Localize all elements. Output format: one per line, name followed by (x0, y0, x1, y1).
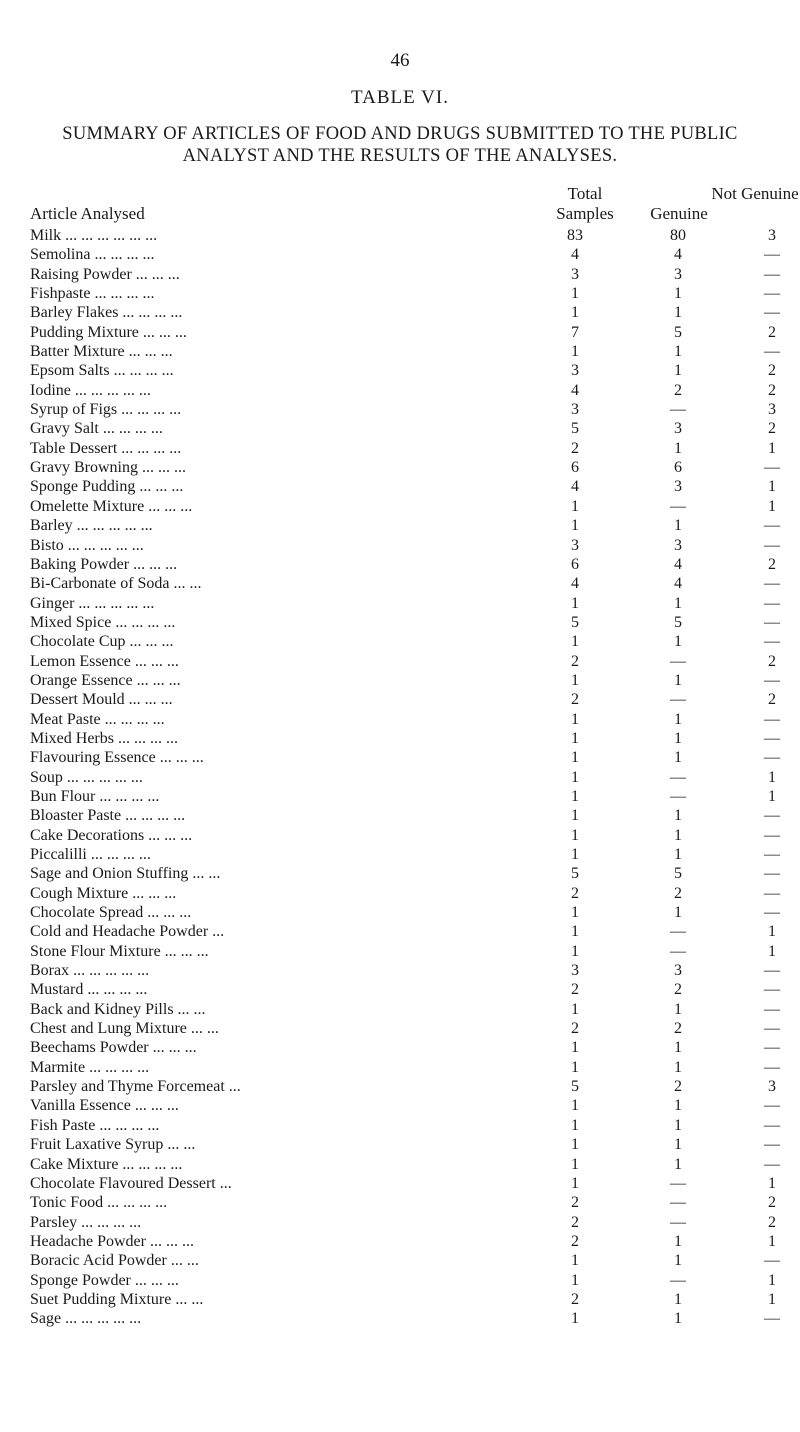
article-name-cell: Stone Flour Mixture ... ... ... (30, 942, 209, 960)
genuine-cell: 1 (674, 633, 682, 651)
table-row (0, 1174, 800, 1193)
not-genuine-cell: — (764, 729, 780, 747)
article-name-cell: Chocolate Spread ... ... ... (30, 904, 192, 922)
genuine-cell: — (670, 768, 686, 786)
article-name-cell: Headache Powder ... ... ... (30, 1232, 194, 1250)
article-name-cell: Cake Decorations ... ... ... (30, 826, 193, 844)
not-genuine-cell: — (764, 1020, 780, 1038)
total-samples-cell: 1 (571, 710, 579, 728)
table-row (0, 1251, 800, 1270)
table-row (0, 748, 800, 767)
article-name-cell: Baking Powder ... ... ... (30, 555, 178, 573)
table-row (0, 1135, 800, 1154)
genuine-cell: 1 (674, 729, 682, 747)
total-samples-cell: 7 (571, 323, 579, 341)
article-name-cell: Fish Paste ... ... ... ... (30, 1116, 160, 1134)
article-name-cell: Sage and Onion Stuffing ... ... (30, 865, 221, 883)
article-name-cell: Soup ... ... ... ... ... (30, 768, 143, 786)
table-row (0, 942, 800, 961)
table-row (0, 1116, 800, 1135)
total-samples-cell: 1 (571, 497, 579, 515)
not-genuine-cell: 1 (768, 1290, 776, 1308)
table-row (0, 516, 800, 535)
total-samples-cell: 1 (571, 1097, 579, 1115)
genuine-cell: 1 (674, 285, 682, 303)
article-name-cell: Epsom Salts ... ... ... ... (30, 362, 174, 380)
article-name-cell: Mixed Spice ... ... ... ... (30, 613, 176, 631)
table-row (0, 652, 800, 671)
genuine-cell: — (670, 1194, 686, 1212)
not-genuine-cell: — (764, 749, 780, 767)
table-row (0, 671, 800, 690)
article-name-cell: Pudding Mixture ... ... ... (30, 323, 187, 341)
table-row (0, 903, 800, 922)
not-genuine-cell: — (764, 1116, 780, 1134)
genuine-cell: 2 (674, 981, 682, 999)
total-samples-cell: 2 (571, 691, 579, 709)
not-genuine-cell: 1 (768, 497, 776, 515)
total-samples-cell: 4 (571, 478, 579, 496)
column-header-total-samples: Total Samples (556, 184, 614, 223)
genuine-cell: — (670, 787, 686, 805)
total-samples-cell: 4 (571, 575, 579, 593)
total-samples-cell: 2 (571, 1020, 579, 1038)
not-genuine-cell: 1 (768, 942, 776, 960)
total-samples-cell: 1 (571, 633, 579, 651)
article-name-cell: Beechams Powder ... ... ... (30, 1039, 197, 1057)
genuine-cell: — (670, 923, 686, 941)
total-samples-cell: 5 (571, 613, 579, 631)
total-samples-cell: 3 (571, 401, 579, 419)
table-row (0, 922, 800, 941)
table-row (0, 265, 800, 284)
article-name-cell: Boracic Acid Powder ... ... (30, 1252, 199, 1270)
article-name-cell: Piccalilli ... ... ... ... (30, 846, 151, 863)
total-samples-cell: 1 (571, 1155, 579, 1173)
table-row (0, 980, 800, 999)
genuine-cell: 4 (674, 555, 682, 573)
not-genuine-cell: 3 (768, 227, 776, 244)
total-samples-cell: 1 (571, 517, 579, 535)
table-row (0, 961, 800, 980)
genuine-cell: 4 (674, 246, 682, 264)
article-name-cell: Fruit Laxative Syrup ... ... (30, 1136, 196, 1154)
total-samples-cell: 1 (571, 1000, 579, 1018)
not-genuine-cell: — (764, 246, 780, 264)
total-samples-cell: 1 (571, 1058, 579, 1076)
genuine-cell: 1 (674, 439, 682, 457)
article-name-cell: Chocolate Cup ... ... ... (30, 633, 174, 651)
total-samples-cell: 1 (571, 1136, 579, 1154)
total-samples-cell: 3 (571, 536, 579, 554)
table-row (0, 864, 800, 883)
table-row (0, 690, 800, 709)
genuine-cell: 1 (674, 671, 682, 689)
table-row (0, 458, 800, 477)
total-samples-cell: 2 (571, 981, 579, 999)
genuine-cell: 5 (674, 323, 682, 341)
table-row (0, 574, 800, 593)
article-name-cell: Flavouring Essence ... ... ... (30, 749, 204, 767)
page-number: 46 (390, 50, 410, 71)
not-genuine-cell: — (764, 304, 780, 322)
not-genuine-cell: — (764, 517, 780, 535)
genuine-cell: 1 (674, 304, 682, 322)
table-row (0, 400, 800, 419)
genuine-cell: — (670, 1213, 686, 1231)
article-name-cell: Sponge Powder ... ... ... (30, 1271, 179, 1289)
total-samples-cell: 4 (571, 246, 579, 264)
not-genuine-cell: — (764, 884, 780, 902)
not-genuine-cell: — (764, 1058, 780, 1076)
not-genuine-cell: 1 (768, 1174, 776, 1192)
not-genuine-cell: 2 (768, 1194, 776, 1212)
not-genuine-cell: — (764, 536, 780, 554)
genuine-cell: 3 (674, 265, 682, 283)
total-samples-cell: 6 (571, 555, 579, 573)
article-name-cell: Syrup of Figs ... ... ... ... (30, 401, 182, 419)
not-genuine-cell: — (764, 865, 780, 883)
total-samples-cell: 1 (571, 285, 579, 303)
not-genuine-cell: — (764, 671, 780, 689)
not-genuine-cell: 1 (768, 1232, 776, 1250)
genuine-cell: 1 (674, 1252, 682, 1270)
genuine-cell: 1 (674, 1310, 682, 1328)
genuine-cell: 5 (674, 613, 682, 631)
table-row (0, 884, 800, 903)
table-row (0, 1213, 800, 1232)
article-name-cell: Borax ... ... ... ... ... (30, 962, 150, 980)
not-genuine-cell: 2 (768, 381, 776, 399)
total-samples-cell: 1 (571, 826, 579, 844)
article-name-cell: Back and Kidney Pills ... ... (30, 1000, 206, 1018)
total-samples-cell: 2 (571, 1290, 579, 1308)
not-genuine-cell: — (764, 1155, 780, 1173)
not-genuine-cell: — (764, 459, 780, 477)
article-name-cell: Fishpaste ... ... ... ... (30, 285, 155, 303)
article-name-cell: Raising Powder ... ... ... (30, 265, 180, 283)
not-genuine-cell: — (764, 633, 780, 651)
article-name-cell: Mustard ... ... ... ... (30, 981, 148, 999)
article-name-cell: Lemon Essence ... ... ... (30, 652, 179, 670)
genuine-cell: 3 (674, 536, 682, 554)
table-row (0, 555, 800, 574)
not-genuine-cell: 3 (768, 1078, 776, 1096)
article-name-cell: Bloaster Paste ... ... ... ... (30, 807, 186, 825)
table-row (0, 1232, 800, 1251)
article-name-cell: Vanilla Essence ... ... ... (30, 1097, 179, 1115)
table-body (0, 226, 800, 1329)
article-name-cell: Semolina ... ... ... ... (30, 246, 155, 264)
total-samples-cell: 1 (571, 807, 579, 825)
not-genuine-cell: 1 (768, 1271, 776, 1289)
total-samples-cell: 5 (571, 1078, 579, 1096)
table-row (0, 1193, 800, 1212)
not-genuine-cell: — (764, 962, 780, 980)
table-row (0, 419, 800, 438)
genuine-cell: 1 (674, 1155, 682, 1173)
table-row (0, 497, 800, 516)
total-samples-cell: 1 (571, 904, 579, 922)
table-row (0, 361, 800, 380)
table-heading: SUMMARY OF ARTICLES OF FOOD AND DRUGS SUBMITTED TO THE PUBLIC ANALYST AND THE RESULTS OF THE ANALYSES. (62, 124, 738, 166)
total-samples-cell: 1 (571, 768, 579, 786)
total-samples-cell: 4 (571, 381, 579, 399)
table-row (0, 536, 800, 555)
not-genuine-cell: — (764, 1252, 780, 1270)
not-genuine-cell: 1 (768, 768, 776, 786)
total-samples-cell: 2 (571, 1232, 579, 1250)
article-name-cell: Ginger ... ... ... ... ... (30, 594, 155, 612)
genuine-cell: 3 (674, 478, 682, 496)
not-genuine-cell: 2 (768, 420, 776, 438)
genuine-cell: 5 (674, 865, 682, 883)
genuine-cell: 1 (674, 826, 682, 844)
genuine-cell: 2 (674, 884, 682, 902)
not-genuine-cell: 1 (768, 787, 776, 805)
article-name-cell: Milk ... ... ... ... ... ... (30, 227, 158, 244)
genuine-cell: 1 (674, 904, 682, 922)
total-samples-cell: 1 (571, 1252, 579, 1270)
table-row (0, 439, 800, 458)
genuine-cell: 1 (674, 1000, 682, 1018)
total-samples-cell: 1 (571, 1310, 579, 1328)
table-row (0, 768, 800, 787)
total-samples-cell: 1 (571, 1116, 579, 1134)
article-name-cell: Barley Flakes ... ... ... ... (30, 304, 183, 322)
not-genuine-cell: 1 (768, 478, 776, 496)
genuine-cell: 1 (674, 1116, 682, 1134)
not-genuine-cell: — (764, 285, 780, 303)
not-genuine-cell: — (764, 1136, 780, 1154)
genuine-cell: 1 (674, 343, 682, 361)
table-row (0, 1309, 800, 1328)
article-name-cell: Marmite ... ... ... ... (30, 1058, 150, 1076)
article-name-cell: Bi-Carbonate of Soda ... ... (30, 575, 202, 593)
genuine-cell: 1 (674, 807, 682, 825)
total-samples-cell: 1 (571, 594, 579, 612)
table-row (0, 729, 800, 748)
article-name-cell: Batter Mixture ... ... ... (30, 343, 173, 361)
article-name-cell: Iodine ... ... ... ... ... (30, 381, 151, 399)
not-genuine-cell: 2 (768, 1213, 776, 1231)
genuine-cell: 4 (674, 575, 682, 593)
genuine-cell: 2 (674, 1020, 682, 1038)
column-header-genuine: Genuine (650, 204, 708, 223)
total-samples-cell: 1 (571, 749, 579, 767)
article-name-cell: Parsley and Thyme Forcemeat ... (30, 1078, 241, 1096)
not-genuine-cell: — (764, 710, 780, 728)
genuine-cell: — (670, 1174, 686, 1192)
article-name-cell: Chocolate Flavoured Dessert ... (30, 1174, 232, 1192)
table-row (0, 245, 800, 264)
genuine-cell: 1 (674, 1232, 682, 1250)
not-genuine-cell: — (764, 575, 780, 593)
total-samples-cell: 1 (571, 304, 579, 322)
genuine-cell: 3 (674, 962, 682, 980)
genuine-cell: 1 (674, 594, 682, 612)
table-row (0, 226, 800, 245)
table-row (0, 342, 800, 361)
table-row (0, 787, 800, 806)
genuine-cell: 1 (674, 710, 682, 728)
article-name-cell: Table Dessert ... ... ... ... (30, 439, 182, 457)
total-samples-cell: 5 (571, 865, 579, 883)
article-name-cell: Bun Flour ... ... ... ... (30, 787, 160, 805)
table-row (0, 1000, 800, 1019)
article-name-cell: Mixed Herbs ... ... ... ... (30, 729, 178, 747)
total-samples-cell: 1 (571, 787, 579, 805)
total-samples-cell: 1 (571, 729, 579, 747)
article-name-cell: Gravy Salt ... ... ... ... (30, 420, 163, 438)
article-name-cell: Chest and Lung Mixture ... ... (30, 1020, 219, 1038)
article-name-cell: Sponge Pudding ... ... ... (30, 478, 184, 496)
not-genuine-cell: 2 (768, 555, 776, 573)
total-samples-cell: 6 (571, 459, 579, 477)
article-name-cell: Omelette Mixture ... ... ... (30, 497, 193, 515)
not-genuine-cell: — (764, 613, 780, 631)
table-row (0, 381, 800, 400)
total-samples-cell: 3 (571, 962, 579, 980)
not-genuine-cell: — (764, 1000, 780, 1018)
total-samples-cell: 2 (571, 1194, 579, 1212)
not-genuine-cell: — (764, 904, 780, 922)
table-row (0, 594, 800, 613)
genuine-cell: 80 (670, 227, 686, 244)
table-row (0, 1271, 800, 1290)
table-title: TABLE VI. (351, 87, 449, 108)
table-row (0, 323, 800, 342)
total-samples-cell: 3 (571, 362, 579, 380)
total-samples-cell: 2 (571, 652, 579, 670)
total-samples-cell: 1 (571, 343, 579, 361)
table-row (0, 1038, 800, 1057)
total-samples-cell: 83 (567, 227, 583, 244)
article-name-cell: Sage ... ... ... ... ... (30, 1310, 142, 1328)
genuine-cell: — (670, 1271, 686, 1289)
total-samples-cell: 1 (571, 1174, 579, 1192)
not-genuine-cell: 1 (768, 923, 776, 941)
genuine-cell: 1 (674, 749, 682, 767)
table-row (0, 632, 800, 651)
genuine-cell: — (670, 691, 686, 709)
article-name-cell: Cough Mixture ... ... ... (30, 884, 177, 902)
genuine-cell: 3 (674, 420, 682, 438)
genuine-cell: 1 (674, 1058, 682, 1076)
article-name-cell: Orange Essence ... ... ... (30, 671, 181, 689)
total-samples-cell: 1 (571, 671, 579, 689)
article-name-cell: Meat Paste ... ... ... ... (30, 710, 165, 728)
not-genuine-cell: 1 (768, 439, 776, 457)
not-genuine-cell: — (764, 846, 780, 863)
table-row (0, 1290, 800, 1309)
total-samples-cell: 1 (571, 923, 579, 941)
genuine-cell: 2 (674, 1078, 682, 1096)
table-row (0, 613, 800, 632)
article-name-cell: Barley ... ... ... ... ... (30, 517, 153, 535)
table-row (0, 826, 800, 845)
table-row (0, 1019, 800, 1038)
total-samples-cell: 2 (571, 884, 579, 902)
genuine-cell: 1 (674, 1097, 682, 1115)
table-row (0, 1077, 800, 1096)
article-name-cell: Cold and Headache Powder ... (30, 923, 225, 941)
not-genuine-cell: 2 (768, 362, 776, 380)
genuine-cell: 6 (674, 459, 682, 477)
total-samples-cell: 1 (571, 846, 579, 863)
table-row (0, 284, 800, 303)
genuine-cell: — (670, 497, 686, 515)
article-name-cell: Suet Pudding Mixture ... ... (30, 1290, 204, 1308)
article-name-cell: Cake Mixture ... ... ... ... (30, 1155, 183, 1173)
column-header-not-genuine: Not Genuine (711, 184, 799, 203)
table-row (0, 710, 800, 729)
table-row (0, 1096, 800, 1115)
not-genuine-cell: 2 (768, 323, 776, 341)
total-samples-cell: 1 (571, 942, 579, 960)
not-genuine-cell: — (764, 981, 780, 999)
genuine-cell: 1 (674, 1290, 682, 1308)
genuine-cell: — (670, 401, 686, 419)
not-genuine-cell: — (764, 826, 780, 844)
not-genuine-cell: 2 (768, 652, 776, 670)
genuine-cell: — (670, 652, 686, 670)
genuine-cell: 1 (674, 517, 682, 535)
genuine-cell: 2 (674, 381, 682, 399)
not-genuine-cell: — (764, 807, 780, 825)
table-row (0, 303, 800, 322)
column-header-article: Article Analysed (30, 204, 145, 223)
table-row (0, 845, 800, 864)
genuine-cell: 1 (674, 846, 682, 863)
article-name-cell: Dessert Mould ... ... ... (30, 691, 173, 709)
not-genuine-cell: — (764, 1310, 780, 1328)
not-genuine-cell: 2 (768, 691, 776, 709)
table-row (0, 1058, 800, 1077)
total-samples-cell: 3 (571, 265, 579, 283)
not-genuine-cell: — (764, 1097, 780, 1115)
not-genuine-cell: — (764, 594, 780, 612)
total-samples-cell: 2 (571, 439, 579, 457)
not-genuine-cell: — (764, 343, 780, 361)
article-name-cell: Tonic Food ... ... ... ... (30, 1194, 168, 1212)
article-name-cell: Parsley ... ... ... ... (30, 1213, 142, 1231)
table-row (0, 806, 800, 825)
article-name-cell: Bisto ... ... ... ... ... (30, 536, 144, 554)
total-samples-cell: 1 (571, 1039, 579, 1057)
not-genuine-cell: 3 (768, 401, 776, 419)
table-row (0, 1155, 800, 1174)
total-samples-cell: 2 (571, 1213, 579, 1231)
total-samples-cell: 1 (571, 1271, 579, 1289)
genuine-cell: — (670, 942, 686, 960)
article-name-cell: Gravy Browning ... ... ... (30, 459, 186, 477)
not-genuine-cell: — (764, 1039, 780, 1057)
not-genuine-cell: — (764, 265, 780, 283)
table-row (0, 477, 800, 496)
total-samples-cell: 5 (571, 420, 579, 438)
genuine-cell: 1 (674, 362, 682, 380)
genuine-cell: 1 (674, 1039, 682, 1057)
genuine-cell: 1 (674, 1136, 682, 1154)
